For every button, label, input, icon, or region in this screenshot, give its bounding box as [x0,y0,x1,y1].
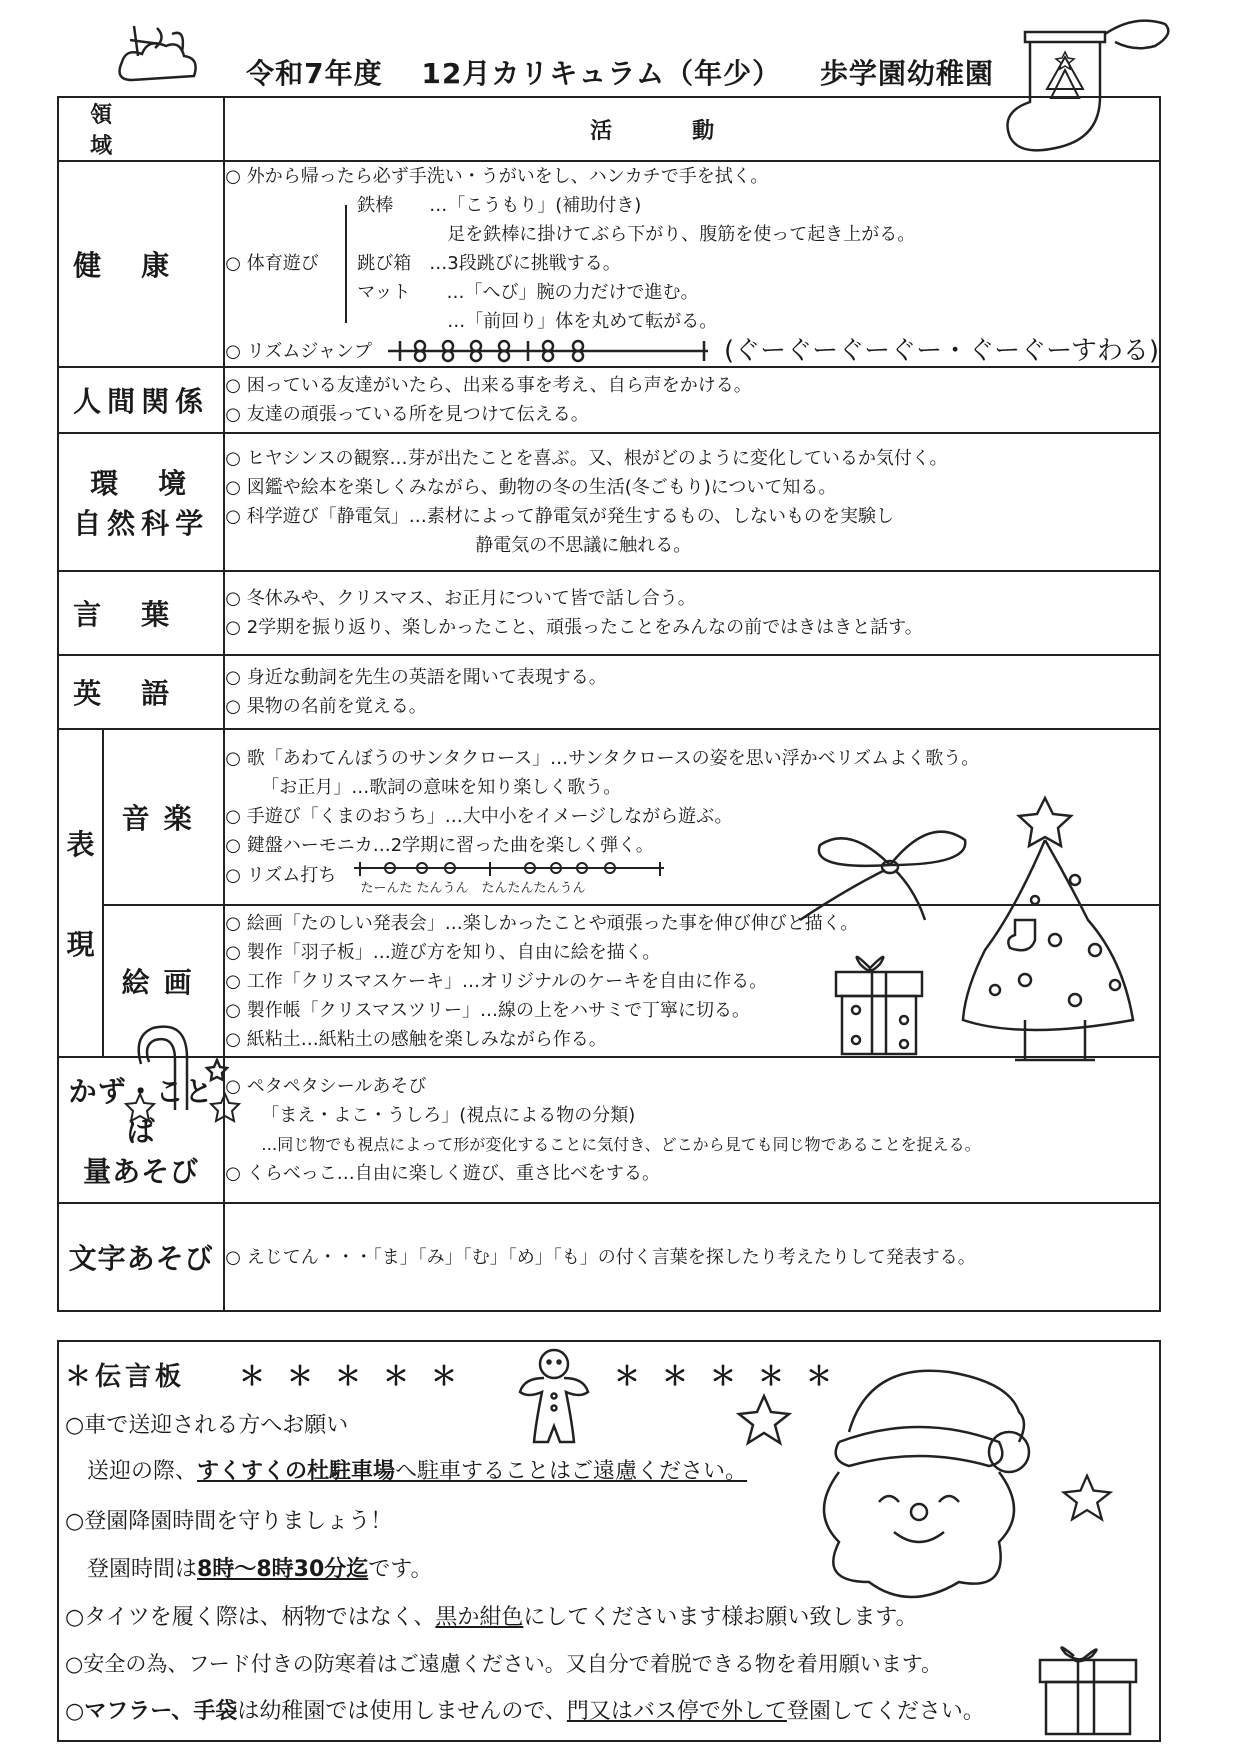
domain-label-line: 現 [66,928,95,961]
notice-line: ○車で送迎される方へお願い [65,1413,349,1438]
domain-label: 英語 [58,655,224,729]
activity-line: ○ 歌「あわてんぼうのサンタクロース」…サンタクロースの姿を思い浮かべリズムよく歌う。 [225,748,980,769]
notice-text: です。 [368,1557,433,1582]
message-board [57,1340,1161,1742]
row-moji [58,1203,1160,1311]
board-stars: ＊＊＊＊＊ [239,1362,480,1392]
notice-emphasis: 門又はバス停で外して [566,1699,787,1724]
domain-label: 健康 [58,161,224,367]
gift-box-icon [1034,1642,1144,1738]
header-row [58,97,1160,161]
activity-line: ○ 絵画「たのしい発表会」…楽しかったことや頑張った事を伸び伸びと描く。 [225,912,859,934]
row-kankyou [58,433,1160,571]
notice-emphasis: 黒か紺色 [435,1605,524,1630]
star-icon [734,1392,794,1448]
activity-line: ○ 身近な動詞を先生の英語を聞いて表現する。 [225,667,607,688]
rhythm-handwritten: (ぐーぐーぐーぐー・ぐーぐーすわる) [724,335,1159,366]
notice-emphasis: マフラー、手袋 [84,1699,238,1724]
gym-rows [357,191,915,336]
activity-line: ○ 外から帰ったら必ず手洗い・うがいをし、ハンカチで手を拭く。 [225,166,769,187]
activity-line: ○ えじてん・・・「ま」「み」「む」「め」「も」の付く言葉を探したり考えたりして発表する。 [225,1246,976,1268]
notice-text: にしてくださいます様お願い致します。 [523,1605,918,1630]
title-year: 令和7年度 [246,57,383,90]
row-eigo [58,655,1160,729]
title-name: 12月カリキュラム（年少） [421,57,782,90]
rhythm-line [225,336,1159,366]
board-title: ＊伝言板 [65,1362,186,1392]
row-kenkou [58,161,1160,367]
board-stars: ＊＊＊＊＊ [614,1362,855,1392]
activity-line: ○ 困っている友達がいたら、出来る事を考え、自ら声をかける。 [225,375,752,396]
gingerbread-man-icon [514,1342,594,1452]
notice-line: ○安全の為、フード付きの防寒着はご遠慮ください。又自分で着脱できる物を着用願います。 [65,1652,943,1676]
board-title-text: 伝言板 [95,1362,186,1392]
domain-label-line: 表 [66,828,95,861]
rhythm-notation [350,860,670,896]
activity-line: ○ 科学遊び「静電気」…素材によって静電気が発生するもの、しないものを実験し [225,506,894,527]
santa-face-icon [809,1352,1049,1602]
christmas-tree-icon [955,790,1145,1080]
gym-line: 跳び箱 …3段跳びに挑戦する。 [357,253,621,274]
domain-label: 言葉 [58,571,224,655]
activity-cell [224,433,1160,571]
domain-label-line: 自然科学 [73,507,210,540]
rhythm-notation-drawing [378,336,718,366]
activity-line: ○ 手遊び「くまのおうち」…大中小をイメージしながら遊ぶ。 [225,806,733,827]
row-kotoba [58,571,1160,655]
domain-label-line: 環 境 [90,467,193,500]
notice-text: ○ [65,1699,85,1724]
title-school: 歩学園幼稚園 [819,57,994,90]
activity-line: 静電気の不思議に触れる。 [475,535,692,556]
bracket [345,205,347,323]
activity-line: ○ 図鑑や絵本を楽しくみながら、動物の冬の生活(冬ごもり)について知る。 [225,477,837,498]
notice-text: へ [395,1459,418,1484]
rhythm-label: ○ リズムジャンプ [225,340,372,362]
notice-line [65,1552,433,1583]
activity-cell [224,655,1160,729]
row-ningen [58,367,1160,433]
star-icon [205,1090,245,1124]
domain-label-line: かず・ことば [68,1075,214,1148]
gym-block [225,191,1159,336]
activity-line: ○ 工作「クリスマスケーキ」…オリジナルのケーキを自由に作る。 [225,970,768,992]
star-icon [1059,1472,1115,1524]
domain-label: 文字あそび [58,1203,224,1311]
curriculum-table [57,96,1161,1312]
notice-line [65,1454,747,1485]
activity-line: ○ くらべっこ…自由に楽しく遊び、重さ比べをする。 [225,1163,660,1184]
activity-line: …同じ物でも視点によって形が変化することに気付き、どこから見ても同じ物であることを捉える。 [261,1135,981,1154]
activity-line: ○ 紙粘土…紙粘土の感触を楽しみながら作る。 [225,1028,607,1050]
gift-box-icon [830,950,930,1060]
domain-label [58,433,224,571]
domain-label: 人間関係 [58,367,224,433]
notice-text: 登園してください。 [786,1699,985,1724]
star-icon [120,1090,160,1124]
activity-line: 「まえ・よこ・うしろ」(視点による物の分類) [261,1105,636,1126]
notice-emphasis: すくすくの杜駐車場 [197,1459,396,1484]
notice-text: は幼稚園では使用しませんので、 [237,1699,567,1724]
activity-line: ○ 冬休みや、クリスマス、お正月について皆で話し合う。 [225,588,696,609]
activity-line: ○ 鍵盤ハーモニカ…2学期に習った曲を楽しく弾く。 [225,835,654,856]
gym-label: ○ 体育遊び [225,253,319,274]
domain-label-hyougen [58,729,103,1057]
header-activity: 活動 [224,97,1160,161]
rhythm-label: ○ リズム打ち [225,864,337,886]
notice-emphasis: 駐車することはご遠慮ください。 [417,1459,748,1484]
notice-text: 登園時間は [65,1557,198,1582]
header-domain: 領域 [58,97,224,161]
subdomain-label: 音楽 [103,729,224,905]
activity-cell [224,161,1160,367]
gym-line: マット …「へび」腕の力だけで進む。 [357,282,699,303]
subdomain-label: 絵画 [103,905,224,1057]
domain-label-line: 量あそび [83,1155,200,1188]
activity-line: ○ 製作「羽子板」…遊び方を知り、自由に絵を描く。 [225,941,661,963]
gym-line: 足を鉄棒に掛けてぶら下がり、腹筋を使って起き上がる。 [357,224,916,245]
activity-line: ○ 2学期を振り返り、楽しかったこと、頑張ったことをみんなの前ではきはきと話す。 [225,617,923,638]
notice-emphasis: 8時～8時30分迄 [197,1557,369,1582]
notice-text: 送迎の際、 [65,1459,198,1484]
gym-line: 鉄棒 …「こうもり」(補助付き) [357,195,642,216]
activity-line: ○ 製作帳「クリスマスツリー」…線の上をハサミで丁寧に切る。 [225,999,750,1021]
notice-line [65,1600,918,1631]
activity-cell [224,1203,1160,1311]
activity-cell [224,571,1160,655]
activity-line: ○ ペタペタシールあそび [225,1076,427,1097]
rhythm-handwritten: たーんた たんうん たんたんたんうん [360,881,586,896]
notice-text: ○タイツを履く際は、柄物ではなく、 [65,1605,436,1630]
notice-line [65,1694,985,1725]
activity-line: 「お正月」…歌詞の意味を知り楽しく歌う。 [261,777,622,798]
activity-line: ○ 果物の名前を覚える。 [225,696,427,717]
page-title [0,52,1240,92]
activity-line: ○ 友達の頑張っている所を見つけて伝える。 [225,404,589,425]
notice-line: ○登園降園時間を守りましょう！ [65,1509,393,1534]
activity-cell [224,367,1160,433]
activity-line: ○ ヒヤシンスの観察…芽が出たことを喜ぶ。又、根がどのように変化しているか気付く。 [225,448,948,469]
gym-line: …「前回り」体を丸めて転がる。 [357,311,718,332]
